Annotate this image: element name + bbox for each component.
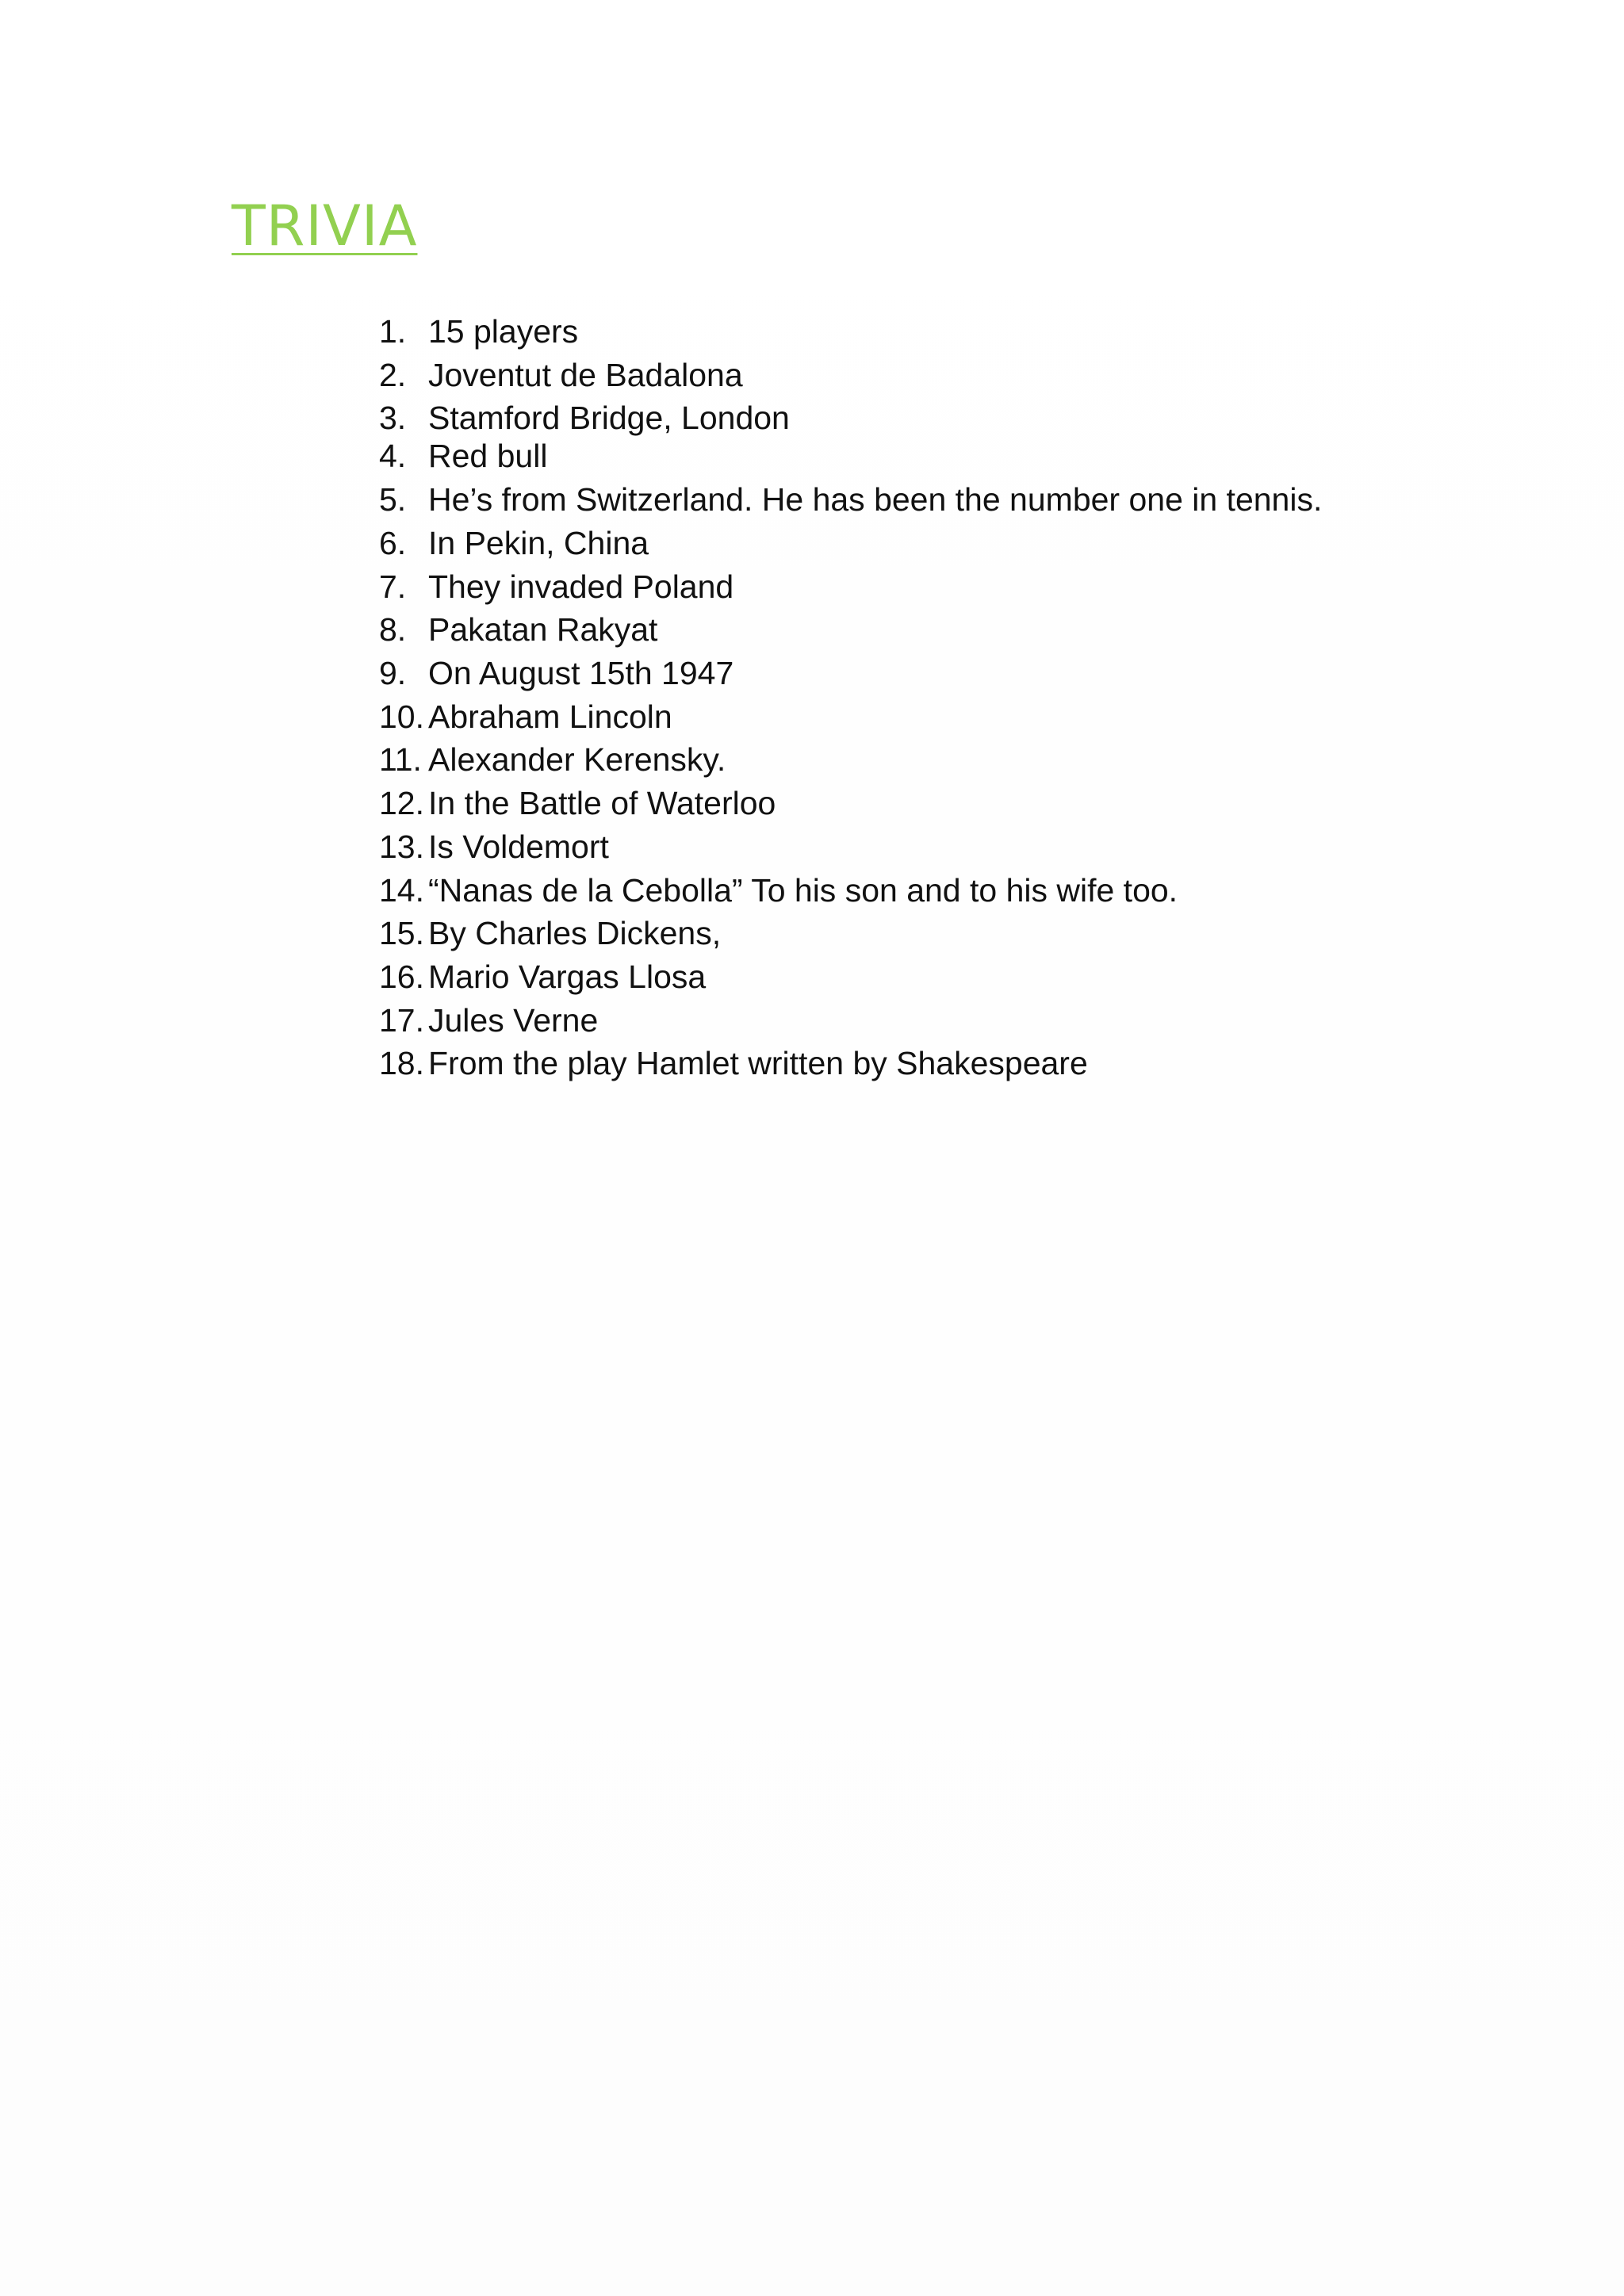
answer-item <box>379 480 1322 519</box>
answer-item <box>379 356 743 394</box>
answer-number: 6. <box>379 525 407 561</box>
answer-text: 15 players <box>428 313 579 350</box>
answer-item <box>379 1044 1088 1082</box>
answer-item <box>379 740 726 779</box>
answer-number: 9. <box>379 655 407 691</box>
answer-number: 15. <box>379 915 424 951</box>
answer-item <box>379 437 547 475</box>
answer-text: Jules Verne <box>428 1002 599 1039</box>
answer-text: Abraham Lincoln <box>428 698 672 735</box>
answer-text: In the Battle of Waterloo <box>428 785 776 821</box>
answer-number: 14. <box>379 872 424 909</box>
answer-text: They invaded Poland <box>428 568 734 605</box>
answer-item <box>379 1001 598 1039</box>
answer-number: 17. <box>379 1002 424 1039</box>
answer-item <box>379 654 733 692</box>
answer-number: 18. <box>379 1045 424 1081</box>
answer-number: 12. <box>379 785 424 821</box>
answer-number: 11. <box>379 741 422 778</box>
answer-item <box>379 698 672 736</box>
answer-number: 7. <box>379 568 407 605</box>
answer-text: On August 15th 1947 <box>428 655 734 691</box>
answer-item <box>379 871 1178 909</box>
answer-number: 5. <box>379 481 407 518</box>
answer-item <box>379 958 706 996</box>
answer-text: Stamford Bridge, London <box>428 400 790 436</box>
answer-text: Is Voldemort <box>428 828 609 865</box>
answer-number: 3. <box>379 400 407 436</box>
answer-text: In Pekin, China <box>428 525 649 561</box>
answer-item <box>379 312 578 350</box>
answer-item <box>379 914 721 952</box>
answer-number: 1. <box>379 313 407 350</box>
answer-number: 10. <box>379 698 424 735</box>
answer-text: “Nanas de la Cebolla” To his son and to his wife too. <box>428 872 1178 909</box>
answer-text: Alexander Kerensky. <box>428 741 726 778</box>
document-title: TRIVIA <box>232 193 418 258</box>
answer-text: Red bull <box>428 438 548 474</box>
answer-number: 2. <box>379 357 407 393</box>
answer-text: By Charles Dickens, <box>428 915 722 951</box>
answer-item <box>379 524 649 562</box>
answer-text: Pakatan Rakyat <box>428 611 658 648</box>
answer-item <box>379 610 657 649</box>
answer-number: 4. <box>379 438 407 474</box>
answer-text: From the play Hamlet written by Shakespeare <box>428 1045 1088 1081</box>
answer-text: Joventut de Badalona <box>428 357 743 393</box>
answer-item <box>379 784 776 822</box>
answer-number: 13. <box>379 828 424 865</box>
answer-item <box>379 828 609 866</box>
answer-text: Mario Vargas Llosa <box>428 959 707 995</box>
answer-item <box>379 568 733 606</box>
answer-number: 16. <box>379 959 424 995</box>
answer-item <box>379 399 790 437</box>
answer-number: 8. <box>379 611 407 648</box>
answer-text: He’s from Switzerland. He has been the number one in tennis. <box>428 481 1323 518</box>
